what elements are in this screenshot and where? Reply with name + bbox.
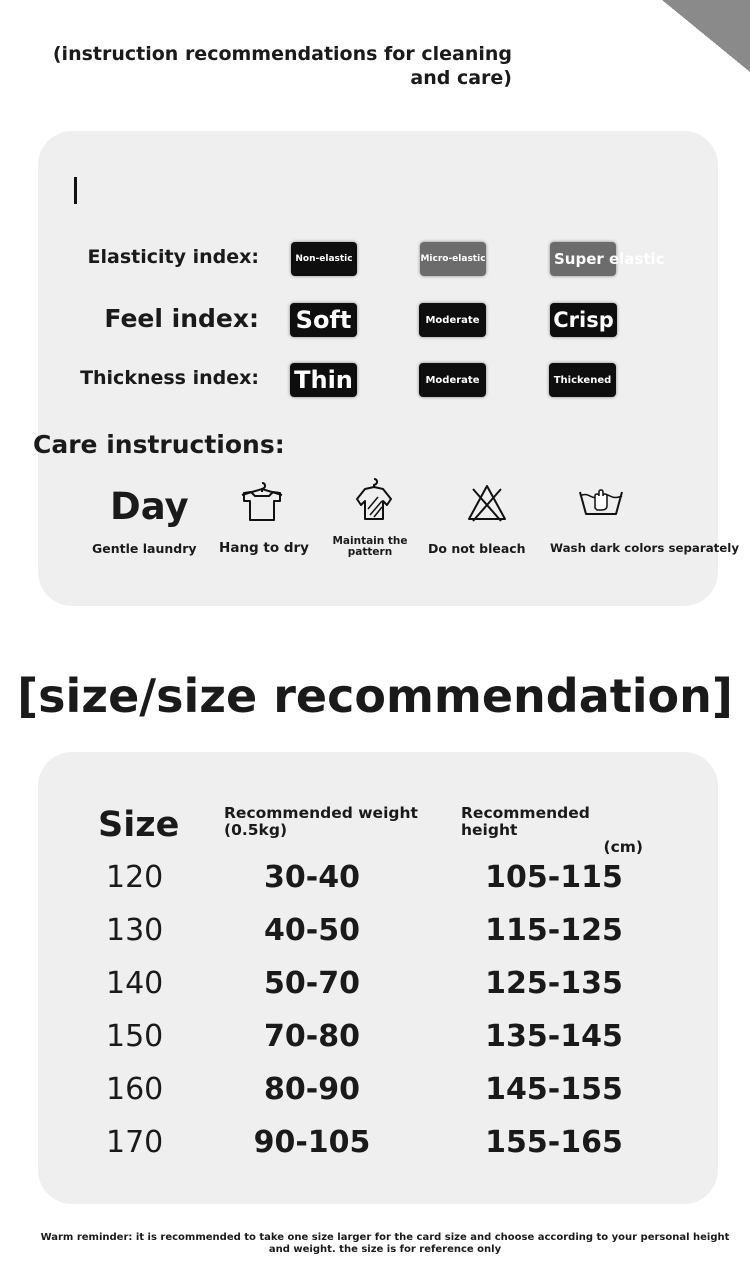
table-row-weight: 80-90	[264, 1072, 360, 1107]
care-label-do-not-bleach: Do not bleach	[428, 541, 526, 556]
table-row-height: 135-145	[485, 1019, 623, 1054]
day-text-icon: Day	[110, 485, 189, 528]
table-row-weight: 50-70	[264, 966, 360, 1001]
height-header-line1: Recommended height	[461, 804, 590, 839]
table-row-size: 160	[106, 1072, 164, 1107]
table-row-size: 130	[106, 913, 164, 948]
chip-thickened: Thickened	[549, 363, 616, 397]
care-label-gentle-laundry: Gentle laundry	[92, 541, 197, 556]
no-bleach-icon	[466, 483, 508, 523]
size-recommendation-title: [size/size recommendation]	[17, 669, 733, 723]
chip-micro-elastic: Micro-elastic	[420, 242, 486, 276]
chip-thin: Thin	[290, 363, 357, 397]
table-row-weight: 40-50	[264, 913, 360, 948]
care-header: (instruction recommendations for cleaning and care)	[52, 43, 512, 89]
hand-wash-icon	[578, 486, 624, 518]
feel-index-label: Feel index:	[104, 304, 259, 333]
elasticity-index-label: Elasticity index:	[87, 246, 259, 268]
chip-moderate-feel: Moderate	[419, 303, 486, 337]
table-row-height: 145-155	[485, 1072, 623, 1107]
table-row-size: 170	[106, 1125, 164, 1160]
chip-super-elastic: Super elastic	[550, 242, 616, 276]
thickness-index-label: Thickness index:	[80, 367, 259, 389]
text-cursor	[74, 177, 77, 204]
chip-moderate-thickness: Moderate	[419, 363, 486, 397]
care-label-wash-dark-separately: Wash dark colors separately	[550, 541, 740, 555]
table-row-height: 115-125	[485, 913, 623, 948]
corner-fold-decoration	[662, 0, 750, 72]
care-label-hang-to-dry: Hang to dry	[219, 540, 309, 556]
hanger-shirt-icon	[240, 481, 284, 523]
table-row-weight: 90-105	[253, 1125, 371, 1160]
table-row-height: 105-115	[485, 860, 623, 895]
care-label-maintain-pattern: Maintain the pattern	[332, 535, 408, 558]
table-row-weight: 70-80	[264, 1019, 360, 1054]
height-column-header	[461, 805, 643, 856]
table-row-height: 155-165	[485, 1125, 623, 1160]
chip-soft: Soft	[290, 303, 357, 337]
table-row-size: 140	[106, 966, 164, 1001]
warm-reminder-note: Warm reminder: it is recommended to take one size larger for the card size and choose according to your personal height and weight. the size is for reference only	[40, 1232, 730, 1255]
size-column-header: Size	[98, 805, 180, 845]
hanging-garment-icon	[353, 477, 395, 521]
table-row-size: 120	[106, 860, 164, 895]
table-row-size: 150	[106, 1019, 164, 1054]
chip-crisp: Crisp	[550, 303, 617, 337]
table-row-height: 125-135	[485, 966, 623, 1001]
table-row-weight: 30-40	[264, 860, 360, 895]
chip-non-elastic: Non-elastic	[291, 242, 357, 276]
height-header-unit: (cm)	[603, 838, 643, 856]
weight-column-header: Recommended weight (0.5kg)	[224, 804, 418, 839]
care-instructions-heading: Care instructions:	[33, 430, 285, 459]
